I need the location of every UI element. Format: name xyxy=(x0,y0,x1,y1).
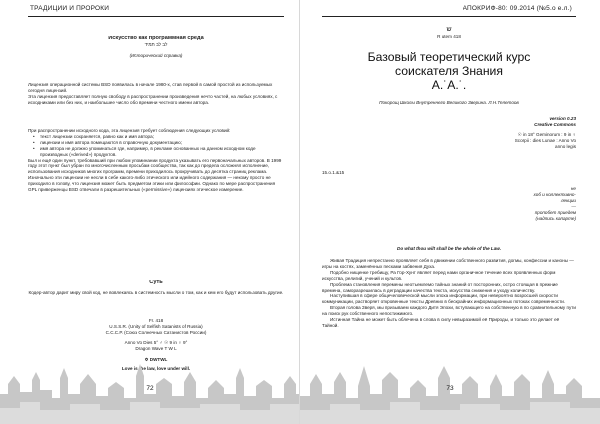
bracket-note: (Исторический справка) xyxy=(129,52,183,58)
essence-title: Суть xyxy=(149,280,163,285)
pentagram-icon: ✡ xyxy=(144,356,149,362)
hebrew-sub: R utem 418 xyxy=(437,34,461,39)
page-number-right: 73 xyxy=(446,385,454,392)
conditions-list xyxy=(28,134,284,158)
side-note: не xyxy=(570,186,576,191)
thelemic-greeting: Do what thou wilt shall be the whole of the Law. xyxy=(397,246,501,251)
version-block xyxy=(450,116,576,150)
date-line: Fr. 418 xyxy=(148,318,164,323)
org-line: U.S.S.R. (Unity of Selfish Satanists of Russia) xyxy=(109,323,203,329)
section-title: Искусство как программная среда xyxy=(108,36,204,41)
version: version 0.23 xyxy=(549,116,576,121)
authors-line: Покорощ Школы Внутреннего Великого Зверина. Л.Н.Телетоов xyxy=(379,100,519,105)
paragraph: Живая Традиция непрестанно проявляет себя в движении собственного развития, догмы, конфессии и каноны — игры на костях, заменённых песками забвения Духа. xyxy=(322,258,574,269)
essence-text: Кодер-автор дарит миру свой код, не вовлекаясь в системность мысли о том, как и кем его будут использовать другие. xyxy=(28,289,284,295)
list-item: • имя автора не должно упоминаться где, например, в рекламе основанных на данном исходном коде производных («derived») продуктов. xyxy=(28,146,284,158)
paragraph: Подобно нищенке требищу, Ра Гор-Хунт являет перед нами органичное течение всех проявленных форм искусства, религий, учений и культов. xyxy=(322,269,556,281)
title-line: Базовый теоретический курс xyxy=(367,50,531,64)
running-head-right: АПОКРИФ-80: 09.2014 (№5.о е.л.) xyxy=(462,5,572,12)
list-item: • лицензии и имя автора помещаются в справочную документацию; xyxy=(28,140,284,146)
side-note: хоб и коллективно- xyxy=(533,191,576,197)
paragraph: Проблема становления перемены неотъемлемо тайных знаний от посторонних, остро стоящая в прежние времена, саморазрешилась в деградации качества текста, искусства снижения и уходу количеству. xyxy=(322,281,558,293)
body-text xyxy=(322,258,576,366)
paragraph: Наступившая в сфере общечеловеческой мысли эпоха информации, при невероятно возросшей скорости коммуникации, растворяет откровенные тексты Древних в бескрайних информационных потоках современности. xyxy=(322,293,566,305)
hebrew-mark xyxy=(322,26,576,40)
motto: Love is the law, love under will. xyxy=(121,366,191,372)
side-note: — xyxy=(571,203,576,209)
section-heading-block xyxy=(28,36,284,59)
header-rule-left xyxy=(28,16,284,17)
paragraph: Вторая голова Зверя, мы призываем каждого Дитя Эпохи, вступающего на собственную в по сравнительному пути на поиск рук собственного непостижимого. xyxy=(322,305,576,317)
paragraph: Лицензия операционной системы BSD появилась в начале 1980-х, став первой в самой простой из используемых сегодня лицензий. xyxy=(28,82,273,93)
date-detail: Scorpii : dies Lunae : Anno Vo xyxy=(514,137,576,143)
intro-paragraphs xyxy=(28,82,284,122)
license-conditions xyxy=(28,128,284,278)
right-page xyxy=(300,0,600,424)
date-stamp: 15.o.1.&15 xyxy=(322,170,345,175)
running-head-left: ТРАДИЦИИ И ПРОРОКИ xyxy=(30,5,110,12)
list-item: • текст лицензии сохраняется, равно как и имя автора; xyxy=(28,134,284,140)
sign-line: Dragon Wave T W L xyxy=(135,345,177,351)
intro-list-text: При распространении исходного кода, эта лицензия требует соблюдения следующих условий: xyxy=(28,128,231,133)
dwtwl-mark: ✡ DWTWL xyxy=(144,356,168,362)
sign-line: Anno Vo Dies 5° ♂ ☉ 9 in ♀ 9° xyxy=(124,339,188,345)
license: Creative Commons xyxy=(534,121,576,127)
side-note: лекции xyxy=(560,197,576,203)
side-notes xyxy=(450,186,576,221)
paragraph: Истинная Тайна не может быть облечена в слова в силу невыразимой её Природы, и только это делает её Тайной. xyxy=(322,317,560,328)
page-number-left: 72 xyxy=(146,385,154,392)
org-line: С.С.С.Р. (Союз Солнечных Сатанистов России) xyxy=(105,329,207,335)
paragraph: Был и ещё один пункт, требовавший при любом упоминании продукта указывать его первоначальных авторов. В 1999 году этот пункт был убран по многочисленным просьбам сообщества, так как до предела осложнял исполнение, использования исходников многих программ, времени приходилось прокручивать до десятка страниц реклама. xyxy=(28,157,282,175)
date-detail: ☉ in 18° Geminorum : 9 in ♀ xyxy=(517,131,576,137)
paragraph: Изначально эти лицензии не несли в себе какого-либо этического или идейного содержания — некому просто не приходило в голову, что лицензия может быть предметом этики или философии. Однако по мере распространения GPL приверженцы BSD отвечали в разрешительных («permissive») лицензиях этическое измерение. xyxy=(28,175,276,193)
side-note: пропобет приедем xyxy=(534,209,576,215)
hebrew-letter: ש xyxy=(446,26,452,33)
title-line: А.˙А.˙. xyxy=(431,78,467,92)
paragraph: Эта лицензия предоставляет полную свободу в распространении произведения нечто частей, на любых условиях, с исходниками или без них, и наибольшее число обо времени честного имени автора. xyxy=(28,93,278,105)
essence-block xyxy=(28,280,284,296)
hebrew-subtitle: לב לב תמיד xyxy=(144,41,168,47)
title-line: соискателя Знания xyxy=(395,64,503,78)
side-note: (надпись капарте) xyxy=(535,215,576,221)
header-rule-right xyxy=(322,16,576,17)
main-title xyxy=(322,50,576,92)
date-detail: anno legis xyxy=(555,143,576,149)
